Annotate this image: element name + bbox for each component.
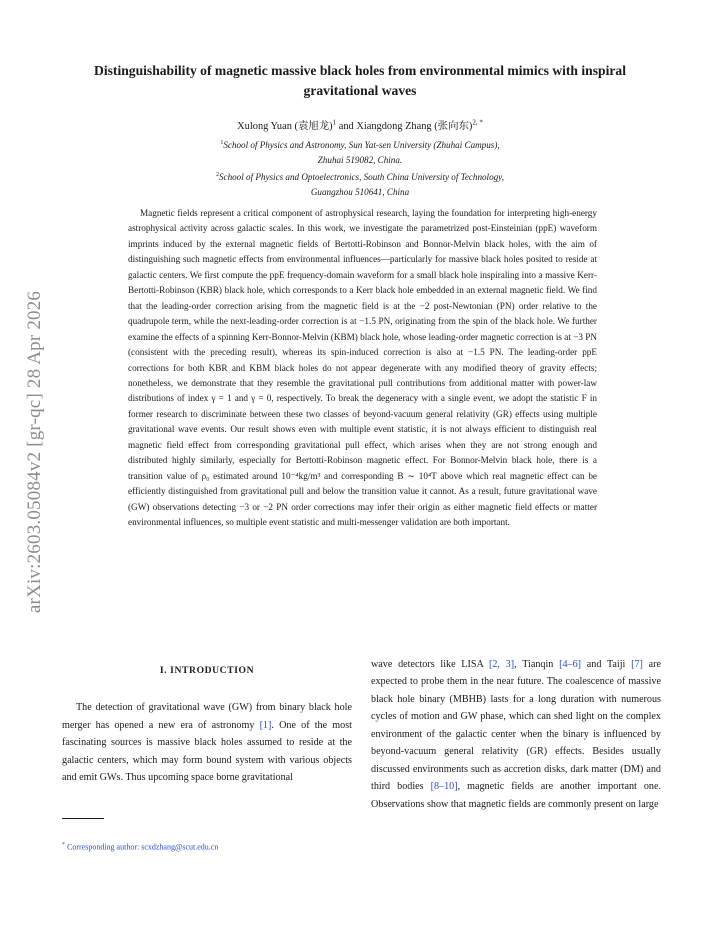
footnote-text: Corresponding author: scxdzhang@scut.edu.cn xyxy=(67,842,219,852)
footnote-divider xyxy=(62,818,104,819)
intro-right-text-2: , Tianqin xyxy=(514,659,560,670)
affiliation-2-line-2: Guangzhou 510641, China xyxy=(310,187,410,198)
citation-link[interactable]: [7] xyxy=(631,659,643,670)
intro-right-text-3: and Taiji xyxy=(581,659,632,670)
corresponding-author-footnote[interactable] xyxy=(62,842,218,852)
citation-link[interactable]: [4–6] xyxy=(559,659,582,670)
abstract: Magnetic fields represent a critical component of astrophysical research, laying the foundation for interpreting high-energy astrophysical activity across galactic scales. In this work, we investigate the parametrized post-Einsteinian (ppE) waveform imprints induced by the external magnetic fields of Bertotti-Robinson and Bonnor-Melvin black holes, with the aim of distinguishing such magnetic effects from environmental influences—particularly for massive black holes posited to reside at galactic centers. We first compute the ppE frequency-domain waveform for a small black hole inspiraling into a massive Kerr-Bertotti-Robinson (KBR) black hole, which corresponds to a Kerr black hole embedded in an external magnetic field. We find that the leading-order correction arising from the magnetic field is at the −2 post-Newtonian (PN) order relative to the quadrupole term, while the next-leading-order correction is at −1.5 PN, originating from the spin of the black hole. We further examine the effects of a spinning Kerr-Bonnor-Melvin (KBM) black hole, whose leading-order magnetic correction is at −3 PN (consistent with the preceding result), whereas its spin-induced correction is also at −1.5 PN. The leading-order ppE corrections for both KBR and KBM black holes do not appear degenerate with any modified theory of gravity effects; nonetheless, we demonstrate that they resemble the gravitational pull contributions from additional matter with power-law distributions of index γ = 1 and γ = 0, respectively. To break the degeneracy with a single event, we adopt the statistic F in former research to discriminate between these two classes of beyond-vacuum general relativity (GR) effects using multiple gravitational wave events. Our result shows even with multiple event statistic, it is not always efficient to distinguish real magnetic field effect from corresponding gravitational pull effect, which arises when they are not strong enough and distributed highly similarly, especially for Bertotti-Robinson magnetic effect. For Bonnor-Melvin black hole, there is a transition value of ρ₀ estimated around 10⁻⁴kg/m³ and corresponding B ∼ 10⁴T above which real magnetic effect can be efficiently distinguished from gravitational pull and below the transition value it cannot. As a result, future gravitational wave (GW) observations detecting −3 or −2 PN order corrections may infer their origin as either magnetic field effects or matter environmental influences, so multiple event statistic and multi-messenger validation are both important. xyxy=(128,208,597,528)
citation-link[interactable]: [2, 3] xyxy=(488,659,515,670)
section-heading-introduction: I. INTRODUCTION xyxy=(159,665,255,676)
author-1: Xulong Yuan (袁旭龙) xyxy=(237,121,333,132)
left-column xyxy=(62,656,352,787)
author-1-affiliation-mark: 1 xyxy=(332,118,337,127)
author-2-affiliation-mark: 2, * xyxy=(472,118,483,127)
citation-link[interactable]: [1] xyxy=(259,719,272,731)
author-2: Xiangdong Zhang (张向东) xyxy=(356,121,473,132)
intro-right-text-4: are expected to probe them in the near future. The coalescence of massive black hole binary (MBHB) lasts for a long duration with numerous cycles of motion and GW phase, which can shed light on the complex environment of the galactic center when the binary is influenced by beyond-vacuum general relativity (GR) effects. Besides usually discussed environments such as accretion disks, dark matter (DM) and third bodies xyxy=(371,659,662,793)
arxiv-identifier: arXiv:2603.05084v2 [gr-qc] 28 Apr 2026 xyxy=(24,290,45,614)
affiliation-2-line-1: School of Physics and Optoelectronics, South China University of Technology, xyxy=(219,172,504,183)
affiliation-2 xyxy=(60,168,660,200)
right-column xyxy=(371,656,661,813)
affiliation-1-mark: 1 xyxy=(220,140,224,146)
paper-title: Distinguishability of magnetic massive black holes from environmental mimics with inspiral gravitational waves xyxy=(94,63,626,98)
intro-right-text-5: , magnetic fields are another important one. Observations show that magnetic fields are commonly present on large xyxy=(371,781,661,810)
affiliation-2-mark: 2 xyxy=(216,172,219,178)
intro-paragraph-right xyxy=(371,656,661,813)
affiliation-1 xyxy=(60,136,660,168)
citation-link[interactable]: [8–10] xyxy=(430,781,458,793)
intro-right-text-1: wave detectors like LISA xyxy=(371,659,489,670)
affiliation-1-line-2: Zhuhai 519082, China. xyxy=(317,155,403,166)
intro-paragraph-left xyxy=(62,699,352,786)
author-line xyxy=(60,117,660,132)
arxiv-sidebar xyxy=(20,258,50,646)
author-join: and xyxy=(336,121,357,132)
intro-left-text-1: The detection of gravitational wave (GW) from binary black hole merger has opened a new era of astronomy xyxy=(62,702,352,731)
footnote-mark: * xyxy=(62,842,65,848)
intro-left-text-2: . One of the most fascinating sources is massive black holes assumed to reside at the galactic centers, which may form bound system with various objects and emit GWs. Thus upcoming space borne gravitational xyxy=(62,719,352,784)
affiliation-1-line-1: School of Physics and Astronomy, Sun Yat-sen University (Zhuhai Campus), xyxy=(223,140,500,151)
